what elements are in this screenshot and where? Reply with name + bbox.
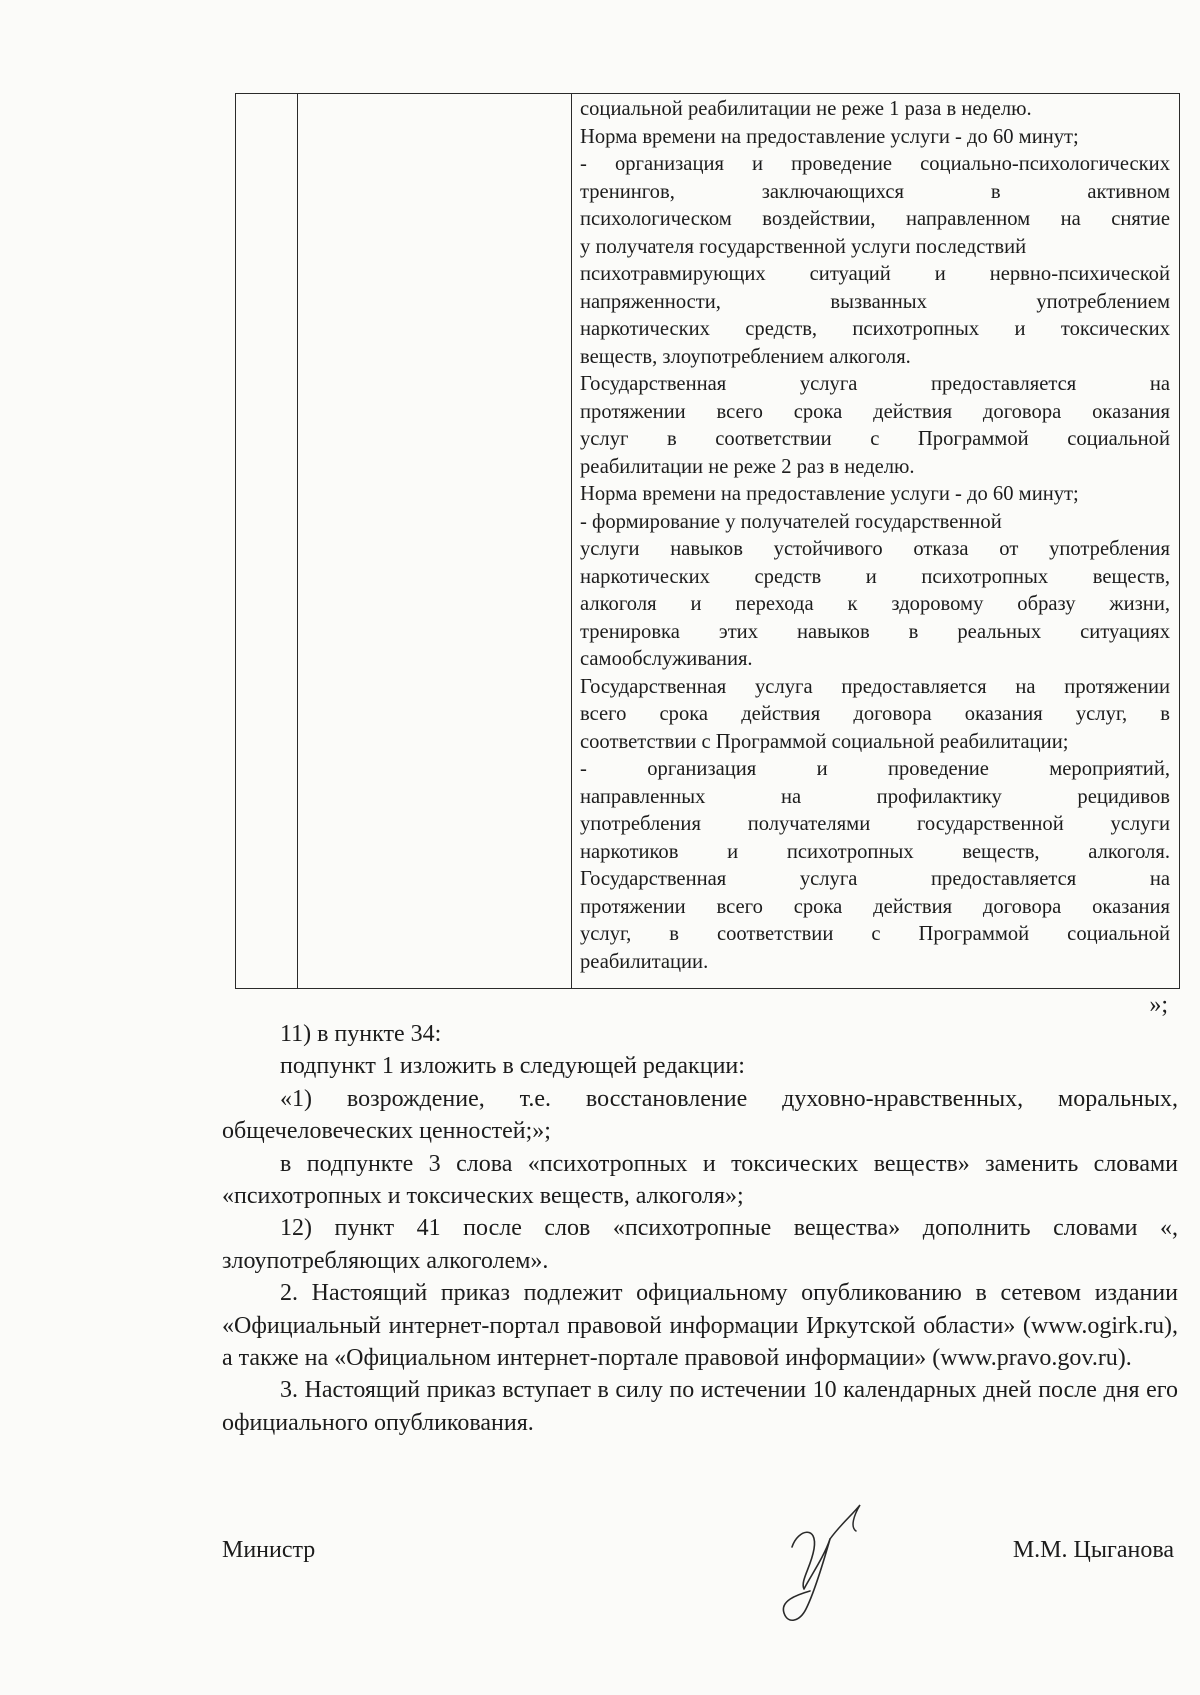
cell-line: наркотиков и психотропных веществ, алкоголя. [580,840,1170,863]
document-body [222,1018,1178,1439]
cell-line: Государственная услуга предоставляется на протяжении [580,675,1170,698]
closing-quote: »; [1149,992,1168,1018]
cell-line: тренингов, заключающихся в активном [580,180,1170,203]
cell-line: психологическом воздействии, направленном на снятие [580,208,1170,230]
cell-line: - организация и проведение социально-психологических [580,153,1170,175]
cell-line: у получателя государственной услуги последствий [580,235,1027,258]
cell-line: Государственная услуга предоставляется на [580,868,1170,890]
services-table-fragment [235,93,1180,989]
paragraph: 2. Настоящий приказ подлежит официальному опубликованию в сетевом издании «Официальный интернет-портал правовой информации Иркутской области» (www.ogirk.ru), а также на «Официальном интернет-портале правовой информации» (www.pravo.gov.ru). [222,1280,1178,1372]
cell-line: реабилитации не реже 2 раз в неделю. [580,455,915,478]
cell-line: социальной реабилитации не реже 1 раза в неделю. [580,98,1032,120]
paragraph: 11) в пункте 34: [280,1021,442,1047]
cell-line: услуг, в соответствии с Программой социальной [580,923,1170,945]
cell-line: Норма времени на предоставление услуги - до 60 минут; [580,125,1079,148]
paragraph: в подпункте 3 слова «психотропных и токсических веществ» заменить словами «психотропных и токсических веществ, алкоголя»; [222,1150,1178,1210]
handwritten-signature [770,1485,920,1635]
cell-line: протяжении всего срока действия договора оказания [580,400,1170,423]
cell-line: напряженности, вызванных употреблением [580,290,1170,313]
paragraph: подпункт 1 изложить в следующей редакции: [280,1053,745,1080]
cell-line: Норма времени на предоставление услуги - до 60 минут; [580,483,1079,505]
signatory-title: Министр [222,1537,316,1563]
cell-line: психотравмирующих ситуаций и нервно-психической [580,263,1170,285]
table-column-divider [571,94,572,988]
cell-line: - организация и проведение мероприятий, [580,758,1170,780]
cell-line: веществ, злоупотреблением алкоголя. [580,345,911,368]
paragraph: 12) пункт 41 после слов «психотропные вещества» дополнить словами «, злоупотребляющих алкоголем». [222,1215,1178,1274]
cell-line: наркотических средств, психотропных и токсических [580,318,1170,340]
cell-line: всего срока действия договора оказания услуг, в [580,703,1170,725]
cell-line: употребления получателями государственной услуги [580,813,1170,835]
cell-line: протяжении всего срока действия договора оказания [580,895,1170,918]
cell-line: самообслуживания. [580,648,753,670]
cell-line: Государственная услуга предоставляется на [580,373,1170,395]
cell-line: тренировка этих навыков в реальных ситуациях [580,620,1170,643]
table-column-divider [297,94,298,988]
cell-line: услуги навыков устойчивого отказа от употребления [580,538,1170,560]
cell-line: услуг в соответствии с Программой социальной [580,428,1170,450]
cell-line: направленных на профилактику рецидивов [580,785,1170,808]
paragraph: 3. Настоящий приказ вступает в силу по истечении 10 календарных дней после дня его официального опубликования. [222,1377,1178,1436]
signatory-name: М.М. Цыганова [1012,1537,1174,1563]
cell-line: алкоголя и перехода к здоровому образу жизни, [580,593,1170,615]
cell-line: наркотических средств и психотропных веществ, [580,565,1170,588]
paragraph: «1) возрождение, т.е. восстановление духовно-нравственных, моральных, общечеловеческих ценностей;»; [222,1085,1178,1145]
cell-line: реабилитации. [580,950,709,973]
table-cell-description [580,96,1170,976]
cell-line: - формирование у получателей государственной [580,510,1002,533]
cell-line: соответствии с Программой социальной реабилитации; [580,730,1069,753]
